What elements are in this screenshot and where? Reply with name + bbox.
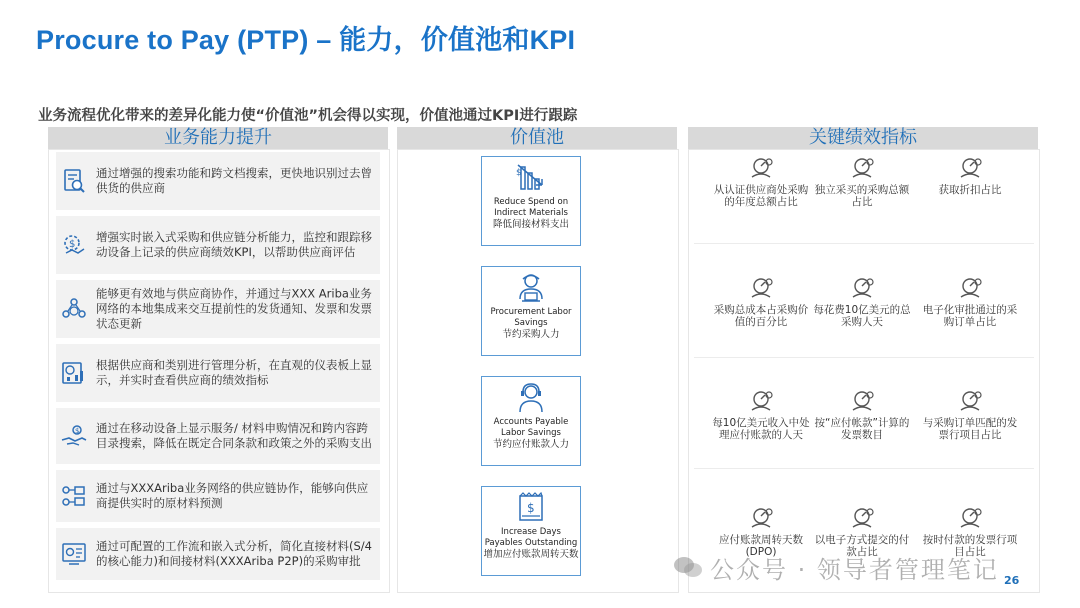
value-pool-en: Increase Days Payables Outstanding — [484, 527, 578, 548]
value-pool-zh: 节约应付账款人力 — [492, 439, 569, 450]
svg-text:$: $ — [75, 427, 80, 435]
kpi-label: 采购总成本占采购价值的百分比 — [713, 304, 809, 328]
value-pool-zh: 降低间接材料支出 — [492, 219, 569, 230]
kpi-item — [711, 388, 811, 441]
capability-item — [56, 470, 380, 522]
kpi-label: 从认证供应商处采购的年度总额占比 — [713, 184, 809, 208]
supply-chain-icon — [60, 482, 88, 510]
kpi-gauge-icon — [957, 505, 983, 531]
search-document-icon — [60, 167, 88, 195]
value-pool-header: 价值池 — [397, 127, 677, 149]
capability-item — [56, 408, 380, 464]
network-people-icon — [60, 295, 88, 323]
kpi-label: 按时付款的发票行项目占比 — [922, 534, 1018, 558]
capability-item — [56, 528, 380, 580]
capability-item — [56, 216, 380, 274]
value-pool-en: Procurement Labor Savings — [490, 307, 572, 328]
capability-item — [56, 280, 380, 338]
svg-text:$: $ — [69, 239, 76, 250]
kpi-item — [711, 275, 811, 328]
kpi-label: 电子化审批通过的采购订单占比 — [922, 304, 1018, 328]
kpi-item — [711, 155, 811, 208]
capabilities-header: 业务能力提升 — [48, 127, 388, 149]
kpi-gauge-icon — [957, 388, 983, 414]
kpi-gauge-icon — [849, 155, 875, 181]
kpi-item — [920, 275, 1020, 328]
workflow-analytics-icon — [60, 540, 88, 568]
value-pool-box — [481, 156, 581, 246]
kpi-row-separator — [694, 243, 1034, 244]
dollar-gear-icon — [60, 231, 88, 259]
invoice-dollar-icon — [514, 491, 548, 525]
dashboard-chart-icon — [60, 359, 88, 387]
capability-text: 通过与XXXAriba业务网络的供应链协作，能够向供应商提供实时的原材料预测 — [96, 481, 369, 510]
person-laptop-icon — [514, 271, 548, 305]
watermark-text: 公众号 · 领导者管理笔记 — [710, 556, 999, 584]
value-pool-box — [481, 376, 581, 466]
value-pool-zh: 增加应付账款周转天数 — [483, 549, 579, 560]
wechat-logo-icon — [672, 554, 704, 580]
svg-text:$: $ — [516, 168, 522, 178]
kpi-label: 每花费10亿美元的总采购人天 — [813, 304, 911, 328]
kpi-item — [812, 388, 912, 441]
capability-text: 通过增强的搜索功能和跨文档搜索，更快地识别过去曾供货的供应商 — [96, 166, 372, 195]
kpi-label: 每10亿美元收入中处理应付账款的人天 — [712, 417, 810, 441]
kpi-label: 按“应付帐款”计算的发票数目 — [814, 417, 910, 441]
capability-text: 根据供应商和类别进行管理分析，在直观的仪表板上显示，并实时查看供应商的绩效指标 — [96, 358, 372, 387]
value-pool-zh: 节约采购人力 — [502, 329, 560, 340]
capability-item — [56, 344, 380, 402]
capability-item — [56, 152, 380, 210]
page-subtitle: 业务流程优化带来的差异化能力使“价值池”机会得以实现，价值池通过KPI进行跟踪 — [38, 108, 578, 124]
kpi-row-separator — [694, 468, 1034, 469]
svg-text:$: $ — [527, 501, 535, 515]
kpi-item — [812, 155, 912, 208]
value-pool-box — [481, 486, 581, 576]
capability-text: 通过在移动设备上显示服务/ 材料申购情况和跨内容跨目录搜索，降低在既定合同条款和政策之外的采购支出 — [96, 421, 372, 450]
kpi-gauge-icon — [748, 275, 774, 301]
value-pool-box — [481, 266, 581, 356]
kpi-gauge-icon — [748, 505, 774, 531]
capability-text: 通过可配置的工作流和嵌入式分析，简化直接材料(S/4的核心能力)和间接材料(XXXAriba P2P)的采购审批 — [96, 539, 372, 568]
kpi-item — [812, 275, 912, 328]
kpi-label: 获取折扣占比 — [938, 184, 1002, 196]
headset-person-icon — [514, 381, 548, 415]
page-title: Procure to Pay (PTP) – 能力，价值池和KPI — [36, 25, 576, 55]
kpi-label: 应付账款周转天数(DPO) — [719, 534, 803, 558]
capability-text: 增强实时嵌入式采购和供应链分析能力，监控和跟踪移动设备上记录的供应商绩效KPI，以帮助供应商评估 — [96, 230, 372, 259]
kpi-item — [920, 155, 1020, 196]
reduce-spend-icon — [514, 161, 548, 195]
kpi-label: 与采购订单匹配的发票行项目占比 — [922, 417, 1018, 441]
page-number: 26 — [1004, 574, 1020, 587]
kpi-gauge-icon — [957, 275, 983, 301]
kpi-label: 独立采买的采购总额占比 — [814, 184, 910, 208]
kpi-header: 关键绩效指标 — [688, 127, 1038, 149]
kpi-gauge-icon — [849, 388, 875, 414]
kpi-gauge-icon — [957, 155, 983, 181]
capability-text: 能够更有效地与供应商协作，并通过与XXX Ariba业务网络的本地集成来交互提前性的发货通知、发票和发票状态更新 — [96, 286, 372, 331]
kpi-row-separator — [694, 357, 1034, 358]
kpi-item — [920, 388, 1020, 441]
value-pool-en: Accounts Payable Labor Savings — [493, 417, 569, 438]
kpi-gauge-icon — [849, 275, 875, 301]
handshake-icon — [60, 422, 88, 450]
value-pool-en: Reduce Spend on Indirect Materials — [493, 197, 569, 218]
kpi-gauge-icon — [849, 505, 875, 531]
kpi-gauge-icon — [748, 155, 774, 181]
kpi-label: 以电子方式提交的付款占比 — [814, 534, 910, 558]
kpi-gauge-icon — [748, 388, 774, 414]
